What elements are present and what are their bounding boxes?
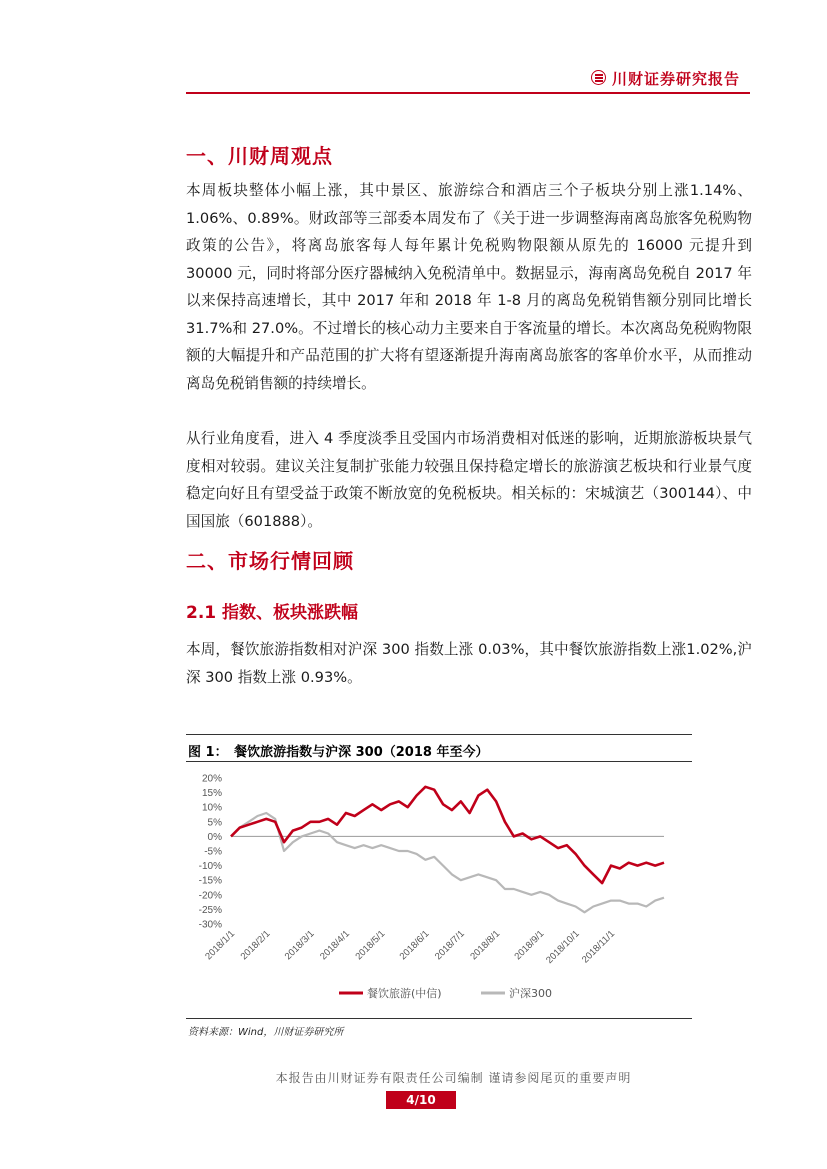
legend-label: 餐饮旅游(中信): [367, 987, 442, 1000]
page-number: 4/10: [386, 1091, 456, 1109]
x-tick-label: 2018/5/1: [353, 928, 388, 963]
figure-source: 资料来源：Wind，川财证券研究所: [188, 1027, 344, 1038]
y-tick-label: -10%: [198, 861, 222, 873]
x-tick-label: 2018/2/1: [238, 928, 273, 963]
figure-bottom-rule: [186, 1018, 692, 1019]
y-tick-label: -30%: [198, 919, 222, 931]
y-axis-labels: [199, 774, 222, 931]
y-tick-label: 5%: [207, 817, 222, 829]
y-tick-label: 20%: [201, 773, 222, 785]
x-tick-label: 2018/3/1: [282, 928, 317, 963]
y-tick-label: -20%: [198, 890, 222, 902]
x-tick-label: 2018/8/1: [468, 928, 503, 963]
x-tick-label: 2018/6/1: [397, 928, 432, 963]
x-tick-label: 2018/4/1: [318, 928, 352, 963]
figure-top-rule: [186, 734, 692, 735]
section1-paragraph-2: 从行业角度看，进入 4 季度淡季且受国内市场消费相对低迷的影响，近期旅游板块景气度相对较弱。建议关注复制扩张能力较强且保持稳定增长的旅游演艺板块和行业景气度稳定向好且有望受益于政策不断放宽的免税板块。相关标的：宋城演艺（300144）、中国国旅（601888）。: [186, 430, 752, 530]
series-lines: [231, 787, 664, 913]
subsection-title: 2.1 指数、板块涨跌幅: [186, 603, 359, 623]
y-tick-label: 0%: [207, 831, 222, 843]
figure-title: 图 1： 餐饮旅游指数与沪深 300（2018 年至今）: [188, 745, 489, 760]
x-tick-label: 2018/11/1: [579, 928, 618, 966]
x-tick-label: 2018/9/1: [512, 928, 547, 963]
x-axis-labels: [203, 928, 617, 966]
header-divider: [186, 92, 750, 94]
y-tick-label: -5%: [204, 846, 222, 858]
series-line: [231, 813, 664, 912]
y-tick-label: -15%: [198, 875, 222, 887]
y-tick-label: -25%: [198, 904, 222, 916]
y-tick-label: 10%: [201, 802, 222, 814]
section1-title: 一、川财周观点: [186, 144, 333, 168]
figure-title-rule: [186, 761, 692, 762]
chart-legend: [339, 986, 552, 1000]
line-chart: [186, 764, 692, 1019]
x-tick-label: 2018/10/1: [544, 928, 582, 967]
section2-title: 二、市场行情回顾: [186, 549, 354, 573]
section2-paragraph: 本周，餐饮旅游指数相对沪深 300 指数上涨 0.03%，其中餐饮旅游指数上涨1.02%,沪深 300 指数上涨 0.93%。: [186, 641, 752, 686]
x-tick-label: 2018/7/1: [432, 928, 467, 963]
footer-disclaimer: 本报告由川财证券有限责任公司编制 谨请参阅尾页的重要声明: [275, 1071, 632, 1085]
header-title: 川财证券研究报告: [612, 70, 741, 88]
section1-paragraph-1: 本周板块整体小幅上涨，其中景区、旅游综合和酒店三个子板块分别上涨1.14%、1.06%、0.89%。财政部等三部委本周发布了《关于进一步调整海南离岛旅客免税购物政策的公告》，将离岛旅客每人每年累计免税购物限额从原先的 16000 元提升到 30000 元，同时将部分医疗器械纳入免税清单中。数据显示，海南离岛免税自 2017 年以来保持高速增长，其中 2017 年和 2018 年 1-8 月的离岛免税销售额分别同比增长 31.7%和 27.0%。不过增长的核心动力主要来自于客流量的增长。本次离岛免税购物限额的大幅提升和产品范围的扩大将有望逐渐提升海南离岛旅客的客单价水平，从而推动离岛免税销售额的持续增长。: [186, 182, 752, 392]
y-tick-label: 15%: [201, 788, 222, 800]
legend-label: 沪深300: [509, 987, 552, 1000]
chuancai-logo-icon: [591, 70, 606, 85]
x-tick-label: 2018/1/1: [203, 928, 238, 963]
